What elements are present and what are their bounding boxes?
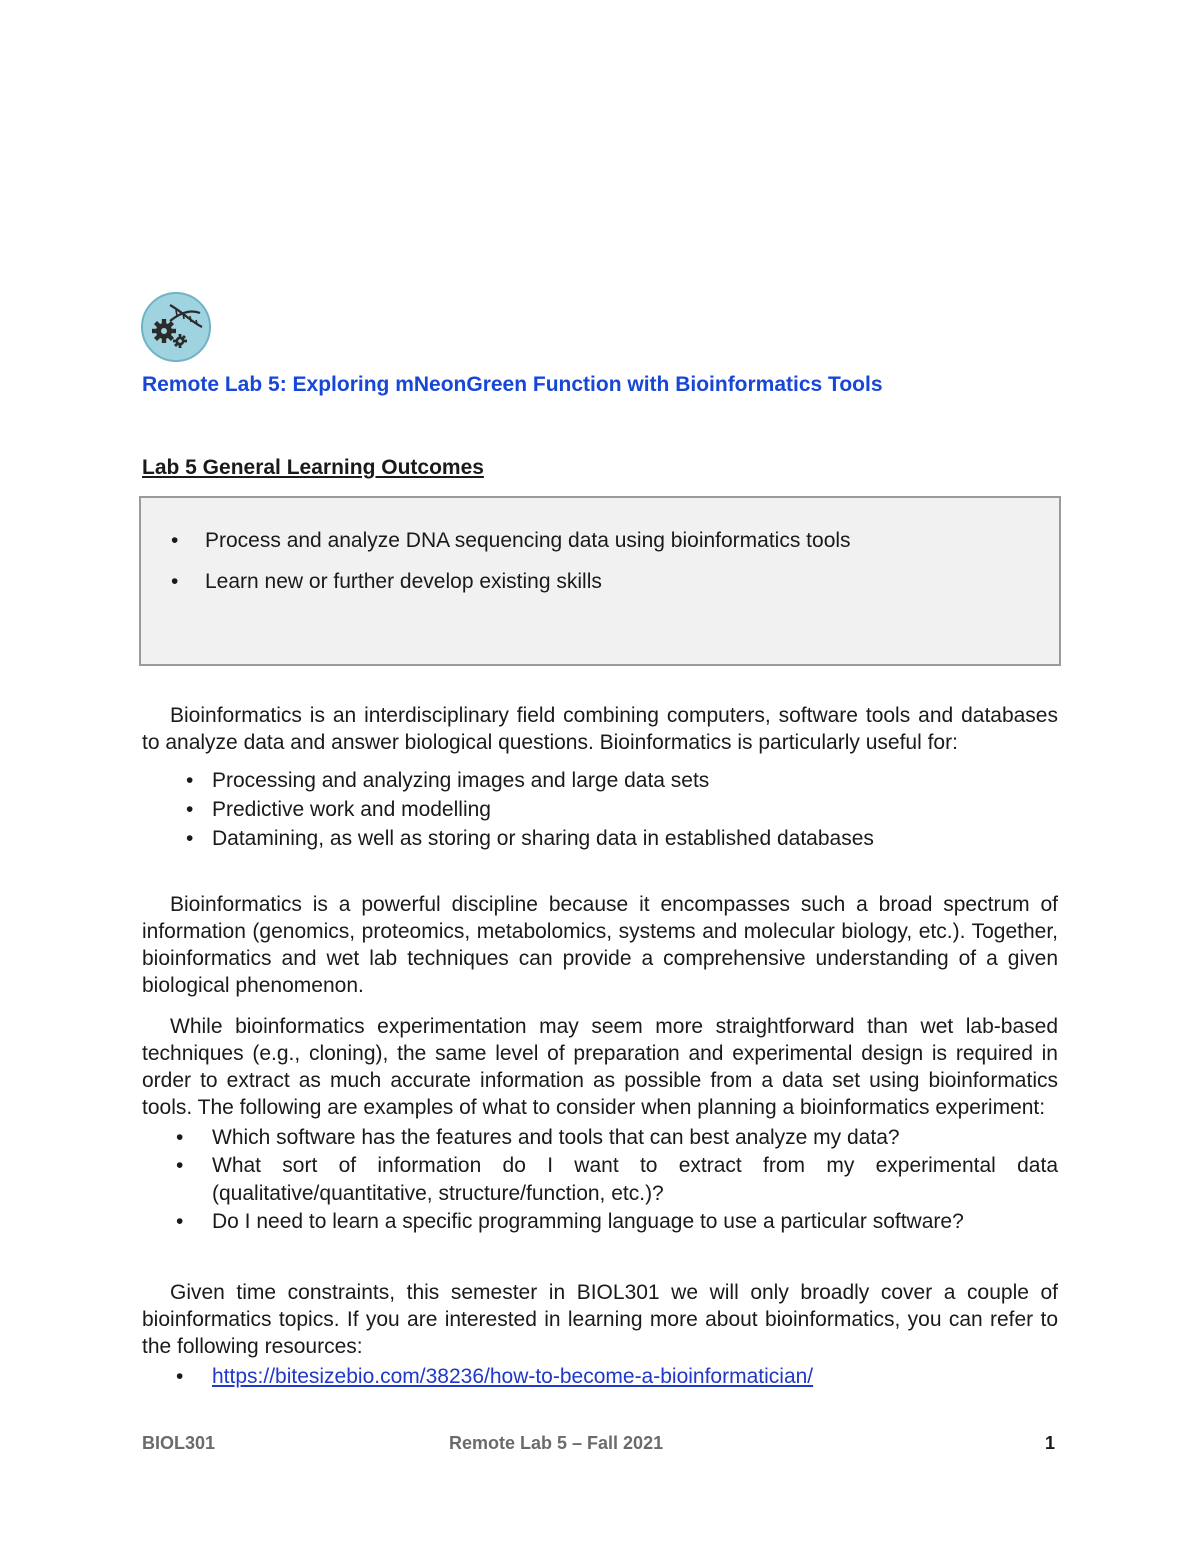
bullet-icon: • xyxy=(186,827,194,850)
planning-paragraph: While bioinformatics experimentation may seem more straightforward than wet lab-based techniques (e.g., cloning), the same level of preparation and experimental design is required in order to extract as much accurate information as possible from a data set using bioinformatics tools. The following are examples of what to consider when planning a bioinformatics experiment: xyxy=(142,1015,1058,1119)
planning-section xyxy=(142,1013,1058,1236)
bullet-icon: • xyxy=(171,529,179,552)
list-item: • Do I need to learn a specific programming language to use a particular software? xyxy=(142,1208,1058,1236)
discipline-section xyxy=(142,891,1058,999)
learning-outcomes-list xyxy=(141,520,1059,602)
list-item: • Learn new or further develop existing skills xyxy=(141,561,1059,602)
page-number: 1 xyxy=(1045,1433,1056,1453)
resources-paragraph: Given time constraints, this semester in BIOL301 we will only broadly cover a couple of bioinformatics topics. If you are interested in learning more about bioinformatics, you can refer to the following resources: xyxy=(142,1281,1058,1358)
bullet-icon: • xyxy=(176,1154,184,1177)
bullet-icon: • xyxy=(176,1210,184,1233)
bullet-icon: • xyxy=(186,798,194,821)
discipline-paragraph: Bioinformatics is a powerful discipline because it encompasses such a broad spectrum of information (genomics, proteomics, metabolomics, systems and molecular biology, etc.). Together, bioinformatics and wet lab techniques can provide a comprehensive understanding of a given biological phenomenon. xyxy=(142,893,1058,997)
intro-paragraph: Bioinformatics is an interdisciplinary field combining computers, software tools and databases to analyze data and answer biological questions. Bioinformatics is particularly useful for: xyxy=(142,704,1058,754)
questions-list xyxy=(142,1124,1058,1236)
learning-outcomes-heading: Lab 5 General Learning Outcomes xyxy=(142,456,484,479)
bullet-icon: • xyxy=(176,1365,184,1388)
bullet-icon: • xyxy=(186,769,194,792)
list-item: • Predictive work and modelling xyxy=(142,795,1058,824)
dna-gears-icon xyxy=(140,291,212,363)
bitesizebio-link[interactable]: https://bitesizebio.com/38236/how-to-become-a-bioinformatician/ xyxy=(212,1365,814,1388)
uses-list xyxy=(142,766,1058,853)
intro-section xyxy=(142,702,1058,853)
bullet-icon: • xyxy=(171,570,179,593)
page-title: Remote Lab 5: Exploring mNeonGreen Function with Bioinformatics Tools xyxy=(142,373,883,396)
learning-outcomes-box xyxy=(139,496,1061,666)
list-item xyxy=(142,1363,1058,1390)
resources-list xyxy=(142,1363,1058,1390)
footer-center: Remote Lab 5 – Fall 2021 xyxy=(449,1433,664,1453)
list-item: • Which software has the features and tools that can best analyze my data? xyxy=(142,1124,1058,1152)
list-item: • Processing and analyzing images and large data sets xyxy=(142,766,1058,795)
resources-section xyxy=(142,1279,1058,1390)
list-item: • Process and analyze DNA sequencing data using bioinformatics tools xyxy=(141,520,1059,561)
footer-course: BIOL301 xyxy=(142,1433,216,1453)
list-item: • Datamining, as well as storing or sharing data in established databases xyxy=(142,824,1058,853)
bullet-icon: • xyxy=(176,1126,184,1149)
list-item: • What sort of information do I want to extract from my experimental data (qualitative/quantitative, structure/function, etc.)? xyxy=(176,1154,1058,1205)
